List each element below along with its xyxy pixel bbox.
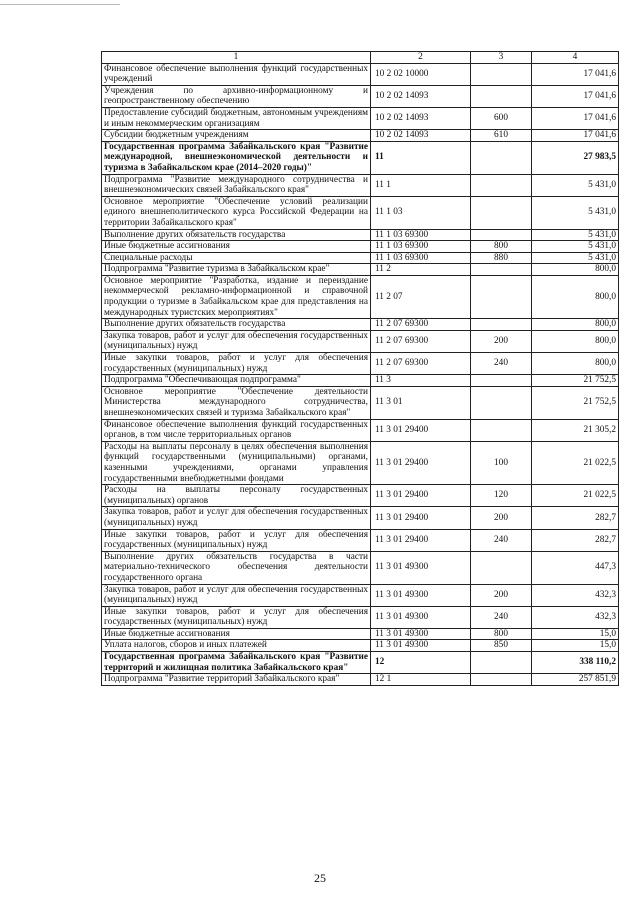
row-expense-type bbox=[471, 375, 532, 387]
table-row bbox=[102, 386, 619, 419]
row-code: 11 3 01 29400 bbox=[371, 485, 471, 507]
table-row bbox=[102, 353, 619, 375]
row-amount: 800,0 bbox=[532, 264, 619, 276]
row-name: Государственная программа Забайкальского края "Развитие территорий и жилищная политика Забайкальского края" bbox=[102, 652, 371, 674]
row-amount: 5 431,0 bbox=[532, 241, 619, 253]
table-row bbox=[102, 652, 619, 674]
row-name: Подпрограмма "Развитие территорий Забайкальского края" bbox=[102, 674, 371, 686]
row-name: Иные бюджетные ассигнования bbox=[102, 241, 371, 253]
table-header-row bbox=[102, 52, 619, 64]
row-code: 11 bbox=[371, 141, 471, 174]
row-code: 12 1 bbox=[371, 674, 471, 686]
row-name: Учреждения по архивно-информационному и геопространственному обеспечению bbox=[102, 85, 371, 107]
row-code: 11 1 03 69300 bbox=[371, 241, 471, 253]
row-code: 11 3 bbox=[371, 375, 471, 387]
row-name: Специальные расходы bbox=[102, 252, 371, 264]
row-expense-type bbox=[471, 174, 532, 196]
row-expense-type bbox=[471, 264, 532, 276]
row-code: 11 3 01 bbox=[371, 386, 471, 419]
table-row bbox=[102, 85, 619, 107]
row-name: Уплата налогов, сборов и иных платежей bbox=[102, 640, 371, 652]
row-name: Закупка товаров, работ и услуг для обеспечения государственных (муниципальных) нужд bbox=[102, 330, 371, 352]
table-row bbox=[102, 319, 619, 331]
row-amount: 27 983,5 bbox=[532, 141, 619, 174]
row-name: Подпрограмма "Обеспечивающая подпрограмма" bbox=[102, 375, 371, 387]
row-expense-type bbox=[471, 551, 532, 584]
row-code: 11 1 03 69300 bbox=[371, 229, 471, 241]
row-name: Закупка товаров, работ и услуг для обеспечения государственных (муниципальных) нужд bbox=[102, 584, 371, 606]
row-amount: 15,0 bbox=[532, 640, 619, 652]
scan-edge-mark bbox=[0, 4, 120, 5]
row-expense-type: 240 bbox=[471, 529, 532, 551]
row-name: Финансовое обеспечение выполнения функций государственных учреждений bbox=[102, 63, 371, 85]
row-amount: 800,0 bbox=[532, 353, 619, 375]
row-code: 11 2 07 69300 bbox=[371, 330, 471, 352]
table-body bbox=[102, 63, 619, 685]
table-row bbox=[102, 196, 619, 229]
row-name: Подпрограмма "Развитие туризма в Забайкальском крае" bbox=[102, 264, 371, 276]
row-name: Основное мероприятие "Разработка, издание и переиздание некоммерческой рекламно-информационной и справочной продукции о туризме в Забайкальском крае для представления на международных туристских мероприятиях" bbox=[102, 275, 371, 318]
row-code: 11 3 01 49300 bbox=[371, 551, 471, 584]
table-row bbox=[102, 441, 619, 484]
row-code: 10 2 02 14093 bbox=[371, 85, 471, 107]
row-expense-type: 200 bbox=[471, 330, 532, 352]
row-expense-type: 240 bbox=[471, 353, 532, 375]
row-name: Предоставление субсидий бюджетным, автономным учреждениям и иным некоммерческим организациям bbox=[102, 107, 371, 129]
table-row bbox=[102, 252, 619, 264]
row-amount: 21 022,5 bbox=[532, 441, 619, 484]
row-amount: 800,0 bbox=[532, 330, 619, 352]
table-row bbox=[102, 229, 619, 241]
table-row bbox=[102, 640, 619, 652]
row-code: 10 2 02 14093 bbox=[371, 107, 471, 129]
row-expense-type: 100 bbox=[471, 441, 532, 484]
row-expense-type: 200 bbox=[471, 584, 532, 606]
table-row bbox=[102, 551, 619, 584]
row-name: Иные закупки товаров, работ и услуг для обеспечения государственных (муниципальных) нужд bbox=[102, 606, 371, 628]
row-code: 11 2 07 69300 bbox=[371, 319, 471, 331]
row-expense-type: 600 bbox=[471, 107, 532, 129]
table-row bbox=[102, 507, 619, 529]
row-expense-type bbox=[471, 386, 532, 419]
row-expense-type bbox=[471, 229, 532, 241]
row-amount: 432,3 bbox=[532, 584, 619, 606]
row-expense-type: 120 bbox=[471, 485, 532, 507]
row-name: Основное мероприятие "Обеспечение условий реализации единого внешнеполитического курса Российской Федерации на территории Забайкальского края" bbox=[102, 196, 371, 229]
row-expense-type: 610 bbox=[471, 130, 532, 142]
row-expense-type: 200 bbox=[471, 507, 532, 529]
row-expense-type bbox=[471, 141, 532, 174]
row-expense-type bbox=[471, 196, 532, 229]
table-row bbox=[102, 174, 619, 196]
row-amount: 282,7 bbox=[532, 529, 619, 551]
table-row bbox=[102, 485, 619, 507]
header-col-1: 1 bbox=[102, 52, 371, 64]
row-expense-type bbox=[471, 419, 532, 441]
table-row bbox=[102, 529, 619, 551]
row-amount: 257 851,9 bbox=[532, 674, 619, 686]
row-code: 10 2 02 10000 bbox=[371, 63, 471, 85]
row-amount: 21 305,2 bbox=[532, 419, 619, 441]
row-amount: 432,3 bbox=[532, 606, 619, 628]
row-code: 11 1 03 bbox=[371, 196, 471, 229]
row-name: Субсидии бюджетным учреждениям bbox=[102, 130, 371, 142]
row-code: 11 3 01 29400 bbox=[371, 441, 471, 484]
table-row bbox=[102, 419, 619, 441]
row-name: Расходы на выплаты персоналу государственных (муниципальных) органов bbox=[102, 485, 371, 507]
row-code: 11 2 bbox=[371, 264, 471, 276]
row-expense-type bbox=[471, 319, 532, 331]
row-name: Расходы на выплаты персоналу в целях обеспечения выполнения функций государственными (муниципальными) органами, казенными учреждениями, органами управления государственными внебюджетными фондами bbox=[102, 441, 371, 484]
row-name: Иные закупки товаров, работ и услуг для обеспечения государственных (муниципальных) нужд bbox=[102, 529, 371, 551]
row-amount: 17 041,6 bbox=[532, 107, 619, 129]
row-expense-type: 850 bbox=[471, 640, 532, 652]
table-row bbox=[102, 628, 619, 640]
row-amount: 17 041,6 bbox=[532, 85, 619, 107]
table-row bbox=[102, 275, 619, 318]
table-row bbox=[102, 264, 619, 276]
row-code: 11 3 01 49300 bbox=[371, 584, 471, 606]
row-expense-type: 240 bbox=[471, 606, 532, 628]
row-name: Выполнение других обязательств государства bbox=[102, 229, 371, 241]
table-row bbox=[102, 107, 619, 129]
row-code: 11 1 03 69300 bbox=[371, 252, 471, 264]
row-code: 11 2 07 bbox=[371, 275, 471, 318]
row-code: 11 3 01 29400 bbox=[371, 419, 471, 441]
row-amount: 800,0 bbox=[532, 275, 619, 318]
row-name: Иные закупки товаров, работ и услуг для обеспечения государственных (муниципальных) нужд bbox=[102, 353, 371, 375]
row-expense-type: 800 bbox=[471, 628, 532, 640]
row-expense-type bbox=[471, 674, 532, 686]
row-amount: 5 431,0 bbox=[532, 174, 619, 196]
row-name: Подпрограмма "Развитие международного сотрудничества и внешнеэкономических связей Забайкальского края" bbox=[102, 174, 371, 196]
table-row bbox=[102, 584, 619, 606]
row-amount: 800,0 bbox=[532, 319, 619, 331]
row-amount: 5 431,0 bbox=[532, 229, 619, 241]
row-amount: 21 022,5 bbox=[532, 485, 619, 507]
table-row bbox=[102, 241, 619, 253]
row-amount: 282,7 bbox=[532, 507, 619, 529]
row-expense-type bbox=[471, 652, 532, 674]
row-expense-type bbox=[471, 85, 532, 107]
row-code: 11 3 01 49300 bbox=[371, 606, 471, 628]
table-row bbox=[102, 141, 619, 174]
row-name: Выполнение других обязательств государства в части материально-технического обеспечения деятельности государственного органа bbox=[102, 551, 371, 584]
row-amount: 21 752,5 bbox=[532, 386, 619, 419]
row-name: Основное мероприятие "Обеспечение деятельности Министерства международного сотрудничества, внешнеэкономических связей и туризма Забайкальского края" bbox=[102, 386, 371, 419]
row-amount: 17 041,6 bbox=[532, 130, 619, 142]
row-code: 10 2 02 14093 bbox=[371, 130, 471, 142]
row-amount: 21 752,5 bbox=[532, 375, 619, 387]
header-col-3: 3 bbox=[471, 52, 532, 64]
row-expense-type: 880 bbox=[471, 252, 532, 264]
row-amount: 338 110,2 bbox=[532, 652, 619, 674]
row-amount: 5 431,0 bbox=[532, 196, 619, 229]
table-row bbox=[102, 63, 619, 85]
row-code: 11 3 01 29400 bbox=[371, 529, 471, 551]
header-col-4: 4 bbox=[532, 52, 619, 64]
row-name: Закупка товаров, работ и услуг для обеспечения государственных (муниципальных) нужд bbox=[102, 507, 371, 529]
budget-table bbox=[101, 51, 619, 686]
table-row bbox=[102, 606, 619, 628]
table-row bbox=[102, 375, 619, 387]
row-amount: 17 041,6 bbox=[532, 63, 619, 85]
row-expense-type bbox=[471, 275, 532, 318]
row-code: 11 3 01 29400 bbox=[371, 507, 471, 529]
row-name: Выполнение других обязательств государства bbox=[102, 319, 371, 331]
row-name: Иные бюджетные ассигнования bbox=[102, 628, 371, 640]
row-amount: 447,3 bbox=[532, 551, 619, 584]
row-code: 12 bbox=[371, 652, 471, 674]
table-row bbox=[102, 330, 619, 352]
row-expense-type: 800 bbox=[471, 241, 532, 253]
page-number: 25 bbox=[314, 871, 326, 885]
row-code: 11 2 07 69300 bbox=[371, 353, 471, 375]
row-name: Государственная программа Забайкальского края "Развитие международной, внешнеэкономической деятельности и туризма в Забайкальском крае (2014–2020 годы)" bbox=[102, 141, 371, 174]
row-amount: 5 431,0 bbox=[532, 252, 619, 264]
table-row bbox=[102, 130, 619, 142]
row-name: Финансовое обеспечение выполнения функций государственных органов, в том числе территориальных органов bbox=[102, 419, 371, 441]
row-code: 11 1 bbox=[371, 174, 471, 196]
row-expense-type bbox=[471, 63, 532, 85]
row-amount: 15,0 bbox=[532, 628, 619, 640]
row-code: 11 3 01 49300 bbox=[371, 628, 471, 640]
header-col-2: 2 bbox=[371, 52, 471, 64]
table-row bbox=[102, 674, 619, 686]
row-code: 11 3 01 49300 bbox=[371, 640, 471, 652]
